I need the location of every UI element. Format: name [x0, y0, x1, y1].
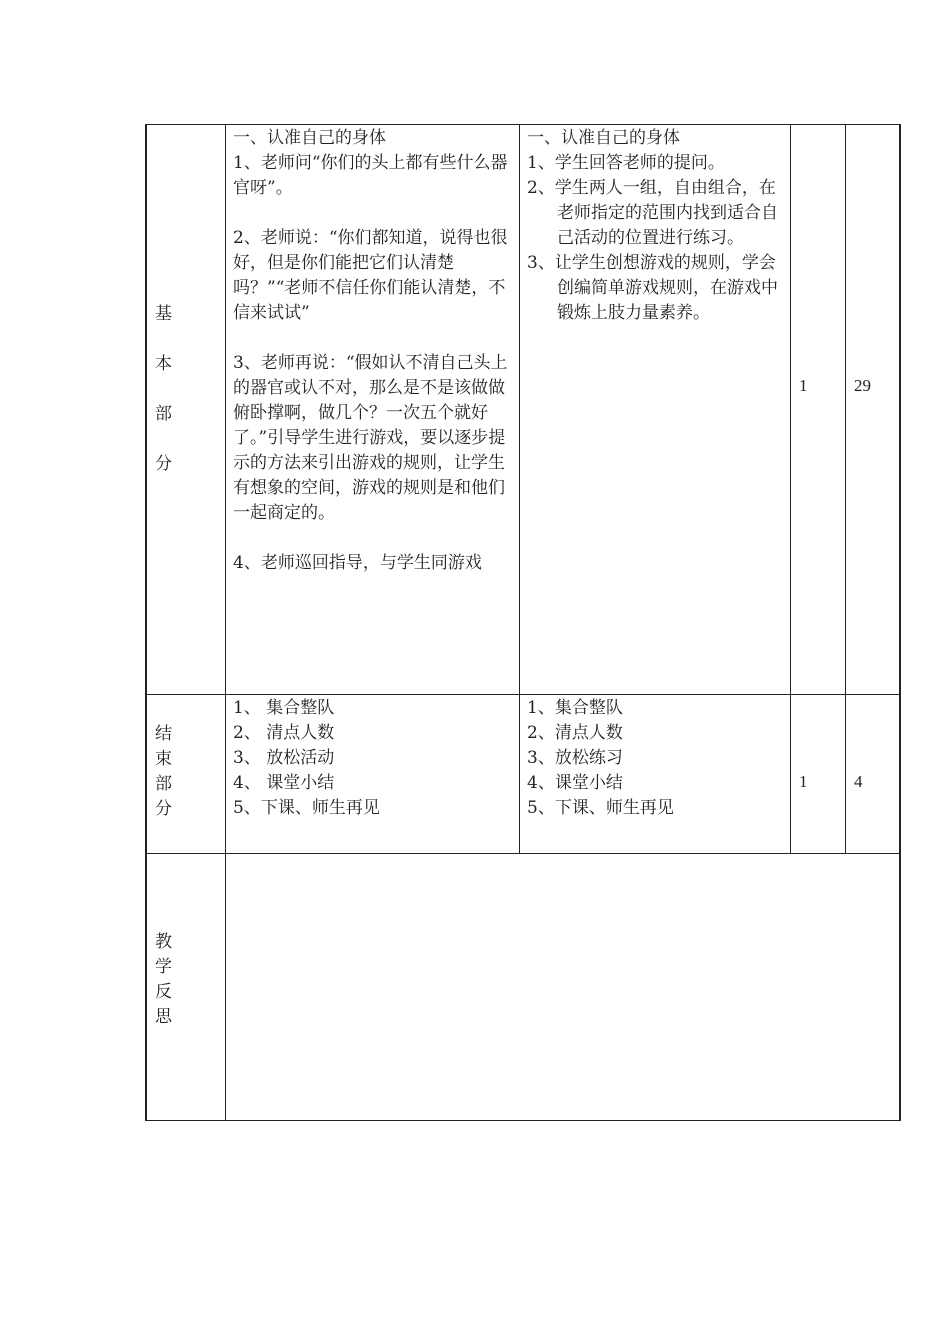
ending-student-item-1: 1、集合整队: [527, 698, 623, 718]
ending-student-item-3: 3、放松练习: [527, 748, 623, 768]
ending-student-item-4: 4、课堂小结: [527, 773, 623, 793]
basic-teacher-para-2: 2、老师说：“你们都知道，说得也很好，但是你们能把它们认清楚吗？”“老师不信任你们能认清楚，不信来试试”: [233, 228, 508, 323]
reflection-label-char-3: 反: [155, 982, 172, 1002]
basic-teacher-heading: 一、认准自己的身体: [233, 128, 386, 148]
table-divider-col2: [519, 124, 520, 854]
basic-student-heading: 一、认准自己的身体: [527, 128, 680, 148]
ending-label-char-3: 部: [155, 774, 172, 794]
ending-teacher-item-1: 1、 集合整队: [233, 698, 335, 718]
basic-teacher-para-4: 4、老师巡回指导，与学生同游戏: [233, 553, 482, 573]
ending-teacher-item-2: 2、 清点人数: [233, 723, 335, 743]
basic-times: 1: [799, 376, 808, 395]
basic-label-char-4: 分: [155, 454, 172, 474]
basic-minutes: 29: [854, 376, 871, 395]
reflection-label-char-4: 思: [155, 1007, 172, 1027]
ending-student-item-5: 5、下课、师生再见: [527, 798, 674, 818]
basic-teacher-content: [233, 126, 513, 576]
ending-label-char-2: 束: [155, 749, 172, 769]
reflection-label-char-1: 教: [155, 932, 172, 952]
table-border-left: [145, 124, 147, 1121]
basic-student-content: [527, 126, 783, 326]
ending-teacher-content: [233, 696, 513, 821]
ending-minutes: 4: [854, 772, 863, 791]
ending-student-content: [527, 696, 783, 821]
ending-times: 1: [799, 772, 808, 791]
table-row-divider-1: [145, 694, 900, 695]
ending-label-char-4: 分: [155, 799, 172, 819]
basic-student-item-3: 3、让学生创想游戏的规则，学会创编简单游戏规则，在游戏中锻炼上肢力量素养。: [527, 253, 778, 323]
table-divider-col1: [225, 124, 226, 1121]
ending-student-item-2: 2、清点人数: [527, 723, 623, 743]
table-border-top: [145, 124, 900, 125]
ending-teacher-item-4: 4、 课堂小结: [233, 773, 335, 793]
table-border-right: [899, 124, 901, 1121]
reflection-content-area[interactable]: [227, 855, 897, 1119]
table-border-bottom: [145, 1120, 900, 1121]
ending-teacher-item-5: 5、下课、师生再见: [233, 798, 380, 818]
basic-label-char-3: 部: [155, 404, 172, 424]
ending-teacher-item-3: 3、 放松活动: [233, 748, 335, 768]
basic-label-char-2: 本: [155, 354, 172, 374]
reflection-label-char-2: 学: [155, 957, 172, 977]
table-divider-col4: [845, 124, 846, 854]
basic-student-item-1: 1、学生回答老师的提问。: [527, 153, 725, 173]
basic-label-char-1: 基: [155, 304, 172, 324]
ending-label-char-1: 结: [155, 724, 172, 744]
table-row-divider-2: [145, 853, 900, 854]
basic-teacher-para-3: 3、老师再说：“假如认不清自己头上的器官或认不对，那么是不是该做做俯卧撑啊，做几个？一次五个就好了。”引导学生进行游戏，要以逐步提示的方法来引出游戏的规则，让学生有想象的空间，游戏的规则是和他们一起商定的。: [233, 353, 508, 523]
basic-teacher-para-1: 1、老师问“你们的头上都有些什么器官呀”。: [233, 153, 508, 198]
table-divider-col3: [790, 124, 791, 854]
lesson-plan-table: [145, 124, 900, 1121]
basic-student-item-2: 2、学生两人一组，自由组合，在老师指定的范围内找到适合自己活动的位置进行练习。: [527, 178, 778, 248]
